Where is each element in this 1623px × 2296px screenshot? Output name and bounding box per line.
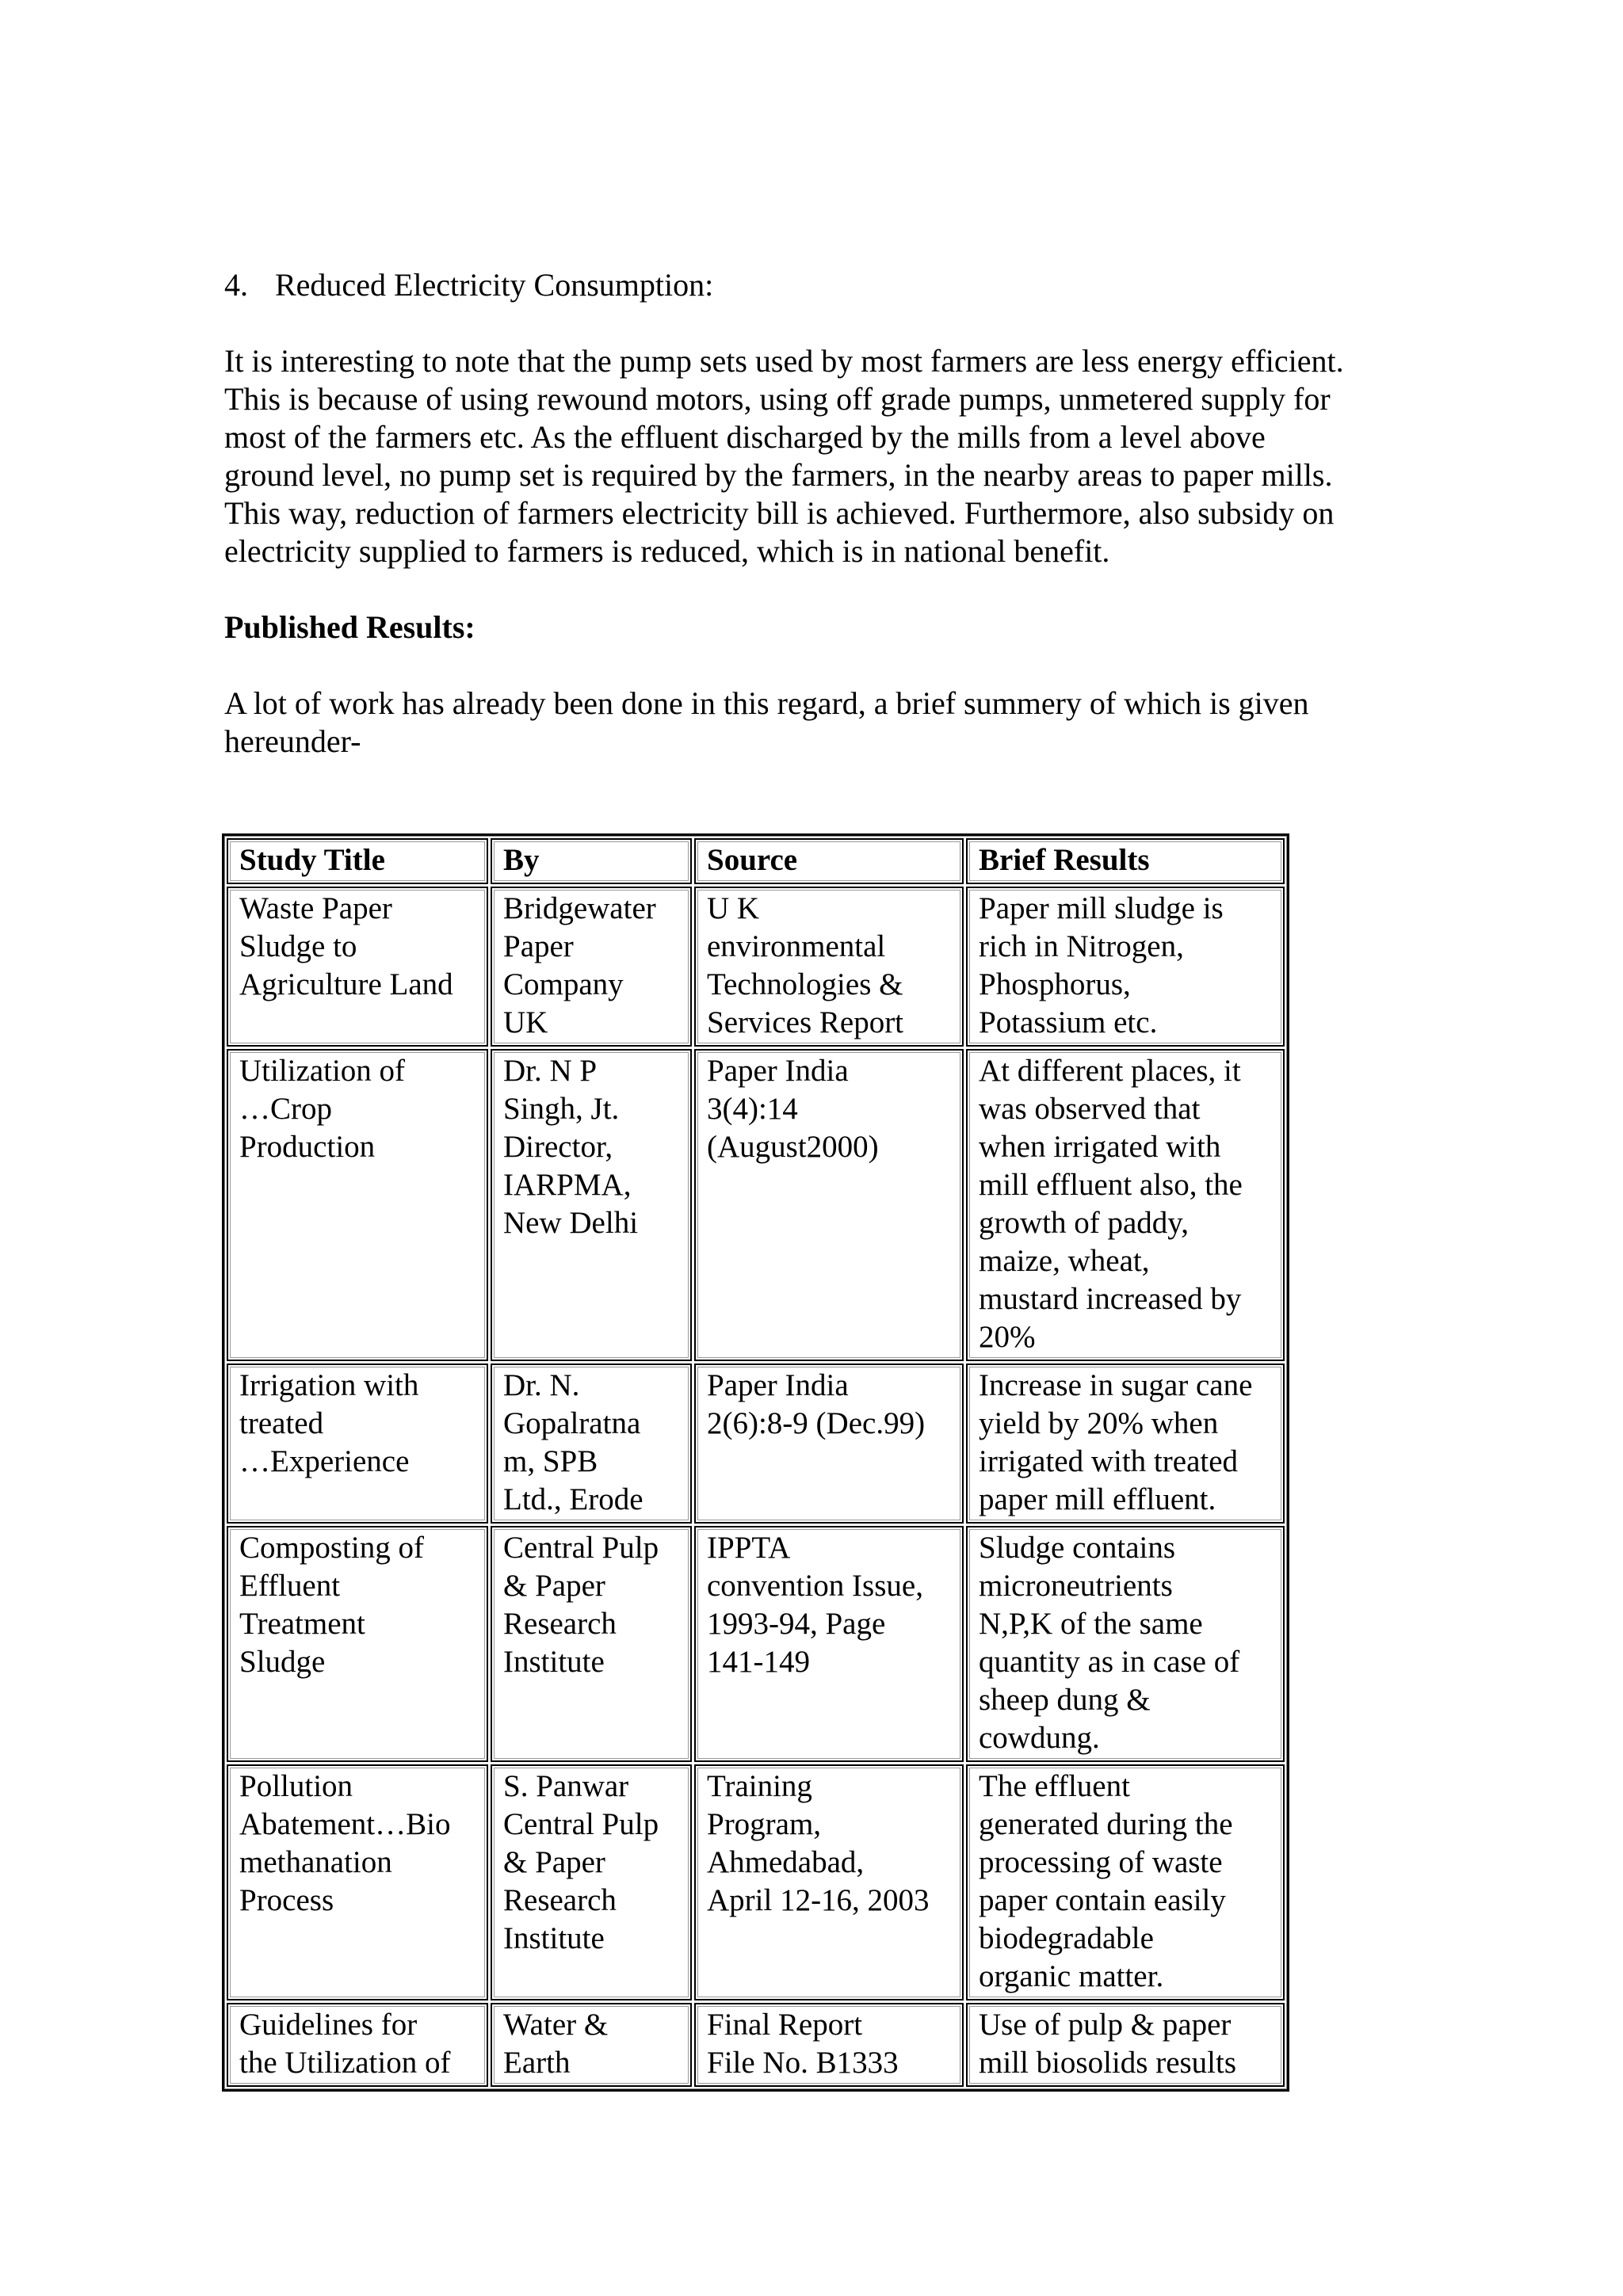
cell-line: Pollution (239, 1769, 353, 1803)
section-heading (224, 266, 1413, 304)
paragraph-line: most of the farmers etc. As the effluent discharged by the mills from a level above (224, 419, 1266, 455)
cell-line: Central Pulp (503, 1807, 659, 1841)
cell-study-title (227, 1764, 488, 2000)
cell-line: Agriculture Land (239, 967, 453, 1001)
cell-line: quantity as in case of (979, 1645, 1240, 1679)
cell-line: UK (503, 1005, 548, 1039)
cell-study-title (227, 887, 488, 1047)
table-row (227, 887, 1285, 1047)
paragraph-line: This way, reduction of farmers electricity bill is achieved. Furthermore, also subsidy on (224, 495, 1335, 531)
cell-line: sheep dung & (979, 1683, 1151, 1717)
cell-line: when irrigated with (979, 1130, 1221, 1164)
cell-line: Central Pulp (503, 1531, 659, 1565)
cell-source (694, 1764, 964, 2000)
cell-by (491, 1764, 692, 2000)
cell-line: Paper India (707, 1368, 849, 1402)
cell-brief-results (966, 1363, 1285, 1524)
cell-line: Sludge to (239, 929, 357, 963)
cell-line: IPPTA (707, 1531, 791, 1565)
cell-line: Effluent (239, 1569, 341, 1603)
cell-line: generated during the (979, 1807, 1233, 1841)
cell-line: Ltd., Erode (503, 1482, 643, 1516)
cell-line: convention Issue, (707, 1569, 923, 1603)
cell-line: paper mill effluent. (979, 1482, 1216, 1516)
cell-line: yield by 20% when (979, 1406, 1219, 1440)
cell-line: Ahmedabad, (707, 1845, 865, 1879)
cell-line: Institute (503, 1645, 605, 1679)
cell-line: 141-149 (707, 1645, 810, 1679)
paragraph-line: It is interesting to note that the pump sets used by most farmers are less energy efficient. (224, 343, 1344, 379)
cell-line: Services Report (707, 1005, 904, 1039)
cell-line: Final Report (707, 2008, 863, 2042)
cell-line: organic matter. (979, 1959, 1164, 1993)
cell-by (491, 1049, 692, 1361)
cell-line: File No. B1333 (707, 2046, 899, 2080)
paragraph-line: ground level, no pump set is required by the farmers, in the nearby areas to paper mills. (224, 457, 1333, 493)
section-title: Reduced Electricity Consumption: (275, 267, 714, 303)
cell-by (491, 887, 692, 1047)
cell-line: Sludge (239, 1645, 326, 1679)
cell-line: Sludge contains (979, 1531, 1176, 1565)
cell-line: …Experience (239, 1444, 410, 1478)
cell-line: Gopalratna (503, 1406, 641, 1440)
cell-line: Company (503, 967, 624, 1001)
section-number: 4. (224, 267, 248, 303)
cell-line: irrigated with treated (979, 1444, 1239, 1478)
cell-line: & Paper (503, 1569, 605, 1603)
cell-line: …Crop (239, 1092, 332, 1126)
table-body (227, 887, 1285, 2087)
header-brief-results: Brief Results (966, 838, 1285, 884)
cell-line: 1993-94, Page (707, 1607, 886, 1641)
cell-line: rich in Nitrogen, (979, 929, 1184, 963)
paragraph-summary (224, 685, 1413, 761)
table-row (227, 1764, 1285, 2000)
cell-line: Earth (503, 2046, 571, 2080)
cell-line: New Delhi (503, 1206, 639, 1240)
table-row (227, 1363, 1285, 1524)
cell-line: mill biosolids results (979, 2046, 1237, 2080)
cell-line: Program, (707, 1807, 822, 1841)
header-source: Source (694, 838, 964, 884)
cell-study-title (227, 1363, 488, 1524)
cell-by (491, 1526, 692, 1762)
cell-line: Composting of (239, 1531, 424, 1565)
cell-line: Utilization of (239, 1054, 406, 1088)
table-row (227, 1526, 1285, 1762)
cell-brief-results (966, 1764, 1285, 2000)
cell-line: maize, wheat, (979, 1244, 1150, 1278)
cell-line: was observed that (979, 1092, 1201, 1126)
cell-study-title (227, 1049, 488, 1361)
cell-line: Treatment (239, 1607, 365, 1641)
cell-brief-results (966, 1526, 1285, 1762)
cell-line: Water & (503, 2008, 609, 2042)
cell-line: S. Panwar (503, 1769, 629, 1803)
cell-line: Increase in sugar cane (979, 1368, 1253, 1402)
cell-line: April 12-16, 2003 (707, 1883, 930, 1917)
cell-line: Bridgewater (503, 891, 656, 925)
cell-line: Singh, Jt. (503, 1092, 620, 1126)
cell-line: cowdung. (979, 1721, 1100, 1755)
table-row (227, 2003, 1285, 2087)
published-results-heading: Published Results: (224, 609, 475, 645)
cell-line: Production (239, 1130, 376, 1164)
cell-line: microneutrients (979, 1569, 1173, 1603)
table-row (227, 1049, 1285, 1361)
cell-source (694, 887, 964, 1047)
cell-line: Research (503, 1607, 617, 1641)
cell-line: treated (239, 1406, 324, 1440)
cell-line: Use of pulp & paper (979, 2008, 1232, 2042)
cell-line: paper contain easily (979, 1883, 1226, 1917)
paragraph-line: A lot of work has already been done in this regard, a brief summery of which is given (224, 685, 1309, 721)
cell-brief-results (966, 1049, 1285, 1361)
cell-line: 3(4):14 (707, 1092, 798, 1126)
cell-line: 20% (979, 1320, 1036, 1354)
cell-line: mustard increased by (979, 1282, 1242, 1316)
cell-line: The effluent (979, 1769, 1130, 1803)
cell-line: Dr. N P (503, 1054, 598, 1088)
cell-line: Dr. N. (503, 1368, 580, 1402)
cell-line: Process (239, 1883, 334, 1917)
cell-line: biodegradable (979, 1921, 1154, 1955)
results-table (222, 833, 1289, 2092)
paragraph-line: hereunder- (224, 723, 361, 759)
cell-line: growth of paddy, (979, 1206, 1190, 1240)
cell-line: mill effluent also, the (979, 1168, 1243, 1202)
cell-line: environmental (707, 929, 886, 963)
paragraph-line: This is because of using rewound motors, using off grade pumps, unmetered supply for (224, 381, 1331, 417)
cell-by (491, 2003, 692, 2087)
cell-line: Irrigation with (239, 1368, 419, 1402)
cell-source (694, 1526, 964, 1762)
cell-line: Paper (503, 929, 574, 963)
table-header-row (227, 838, 1285, 884)
cell-line: & Paper (503, 1845, 605, 1879)
paragraph-electricity (224, 342, 1413, 570)
cell-line: (August2000) (707, 1130, 879, 1164)
cell-brief-results (966, 2003, 1285, 2087)
paragraph-line: electricity supplied to farmers is reduced, which is in national benefit. (224, 533, 1110, 569)
cell-line: At different places, it (979, 1054, 1241, 1088)
header-study-title: Study Title (227, 838, 488, 884)
cell-line: m, SPB (503, 1444, 598, 1478)
cell-line: Technologies & (707, 967, 903, 1001)
cell-source (694, 2003, 964, 2087)
cell-brief-results (966, 887, 1285, 1047)
cell-source (694, 1363, 964, 1524)
cell-line: Phosphorus, (979, 967, 1131, 1001)
cell-source (694, 1049, 964, 1361)
cell-line: Waste Paper (239, 891, 392, 925)
cell-study-title (227, 2003, 488, 2087)
cell-line: methanation (239, 1845, 392, 1879)
cell-line: Paper India (707, 1054, 849, 1088)
cell-line: Paper mill sludge is (979, 891, 1224, 925)
cell-line: IARPMA, (503, 1168, 632, 1202)
cell-line: Training (707, 1769, 812, 1803)
cell-line: U K (707, 891, 760, 925)
cell-line: 2(6):8-9 (Dec.99) (707, 1406, 926, 1440)
cell-line: Director, (503, 1130, 613, 1164)
cell-by (491, 1363, 692, 1524)
cell-line: Institute (503, 1921, 605, 1955)
cell-line: processing of waste (979, 1845, 1223, 1879)
header-by: By (491, 838, 692, 884)
cell-study-title (227, 1526, 488, 1762)
cell-line: N,P,K of the same (979, 1607, 1203, 1641)
cell-line: Abatement…Bio (239, 1807, 451, 1841)
cell-line: Research (503, 1883, 617, 1917)
cell-line: the Utilization of (239, 2046, 451, 2080)
cell-line: Potassium etc. (979, 1005, 1158, 1039)
cell-line: Guidelines for (239, 2008, 418, 2042)
